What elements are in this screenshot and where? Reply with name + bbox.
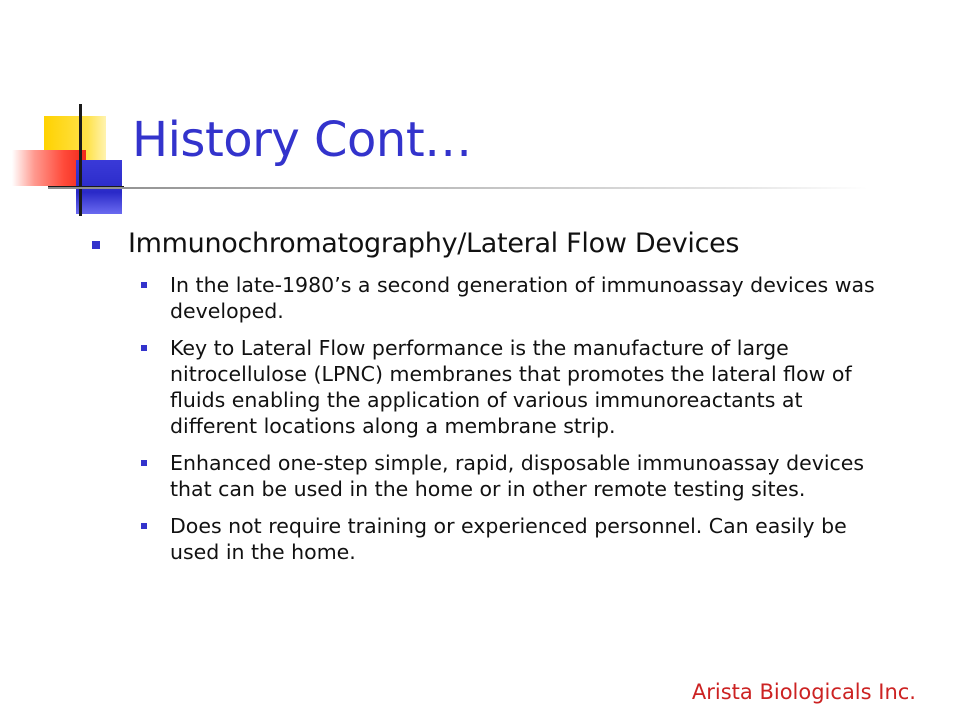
square-bullet-icon <box>141 523 147 529</box>
decoration-red-bar <box>12 150 86 186</box>
decoration-vertical-line <box>79 104 82 216</box>
bullet-text: Does not require training or experienced personnel. Can easily be used in the home. <box>170 514 847 565</box>
bullet-text: Immunochromatography/Lateral Flow Devices <box>128 228 740 259</box>
bullet-level2 <box>136 450 890 502</box>
bullet-text: In the late-1980’s a second generation of immunoassay devices was developed. <box>170 273 875 324</box>
slide-title: History Cont… <box>132 112 472 168</box>
bullet-level2 <box>136 513 890 565</box>
bullet-text: Enhanced one-step simple, rapid, disposable immunoassay devices that can be used in the home or in other remote testing sites. <box>170 451 865 502</box>
square-bullet-icon <box>92 241 100 249</box>
bullet-level2 <box>136 272 890 324</box>
square-bullet-icon <box>141 460 147 466</box>
square-bullet-icon <box>141 345 147 351</box>
slide-body <box>92 228 892 576</box>
bullet-level1 <box>92 228 892 260</box>
bullet-level2 <box>136 335 890 439</box>
title-underline-rule <box>48 187 868 189</box>
square-bullet-icon <box>141 282 147 288</box>
footer-company-name: Arista Biologicals Inc. <box>691 680 916 704</box>
bullet-text: Key to Lateral Flow performance is the manufacture of large nitrocellulose (LPNC) membranes that promotes the lateral flow of fluids enabling the application of various immunoreactants at different locations along a membrane strip. <box>170 336 852 439</box>
